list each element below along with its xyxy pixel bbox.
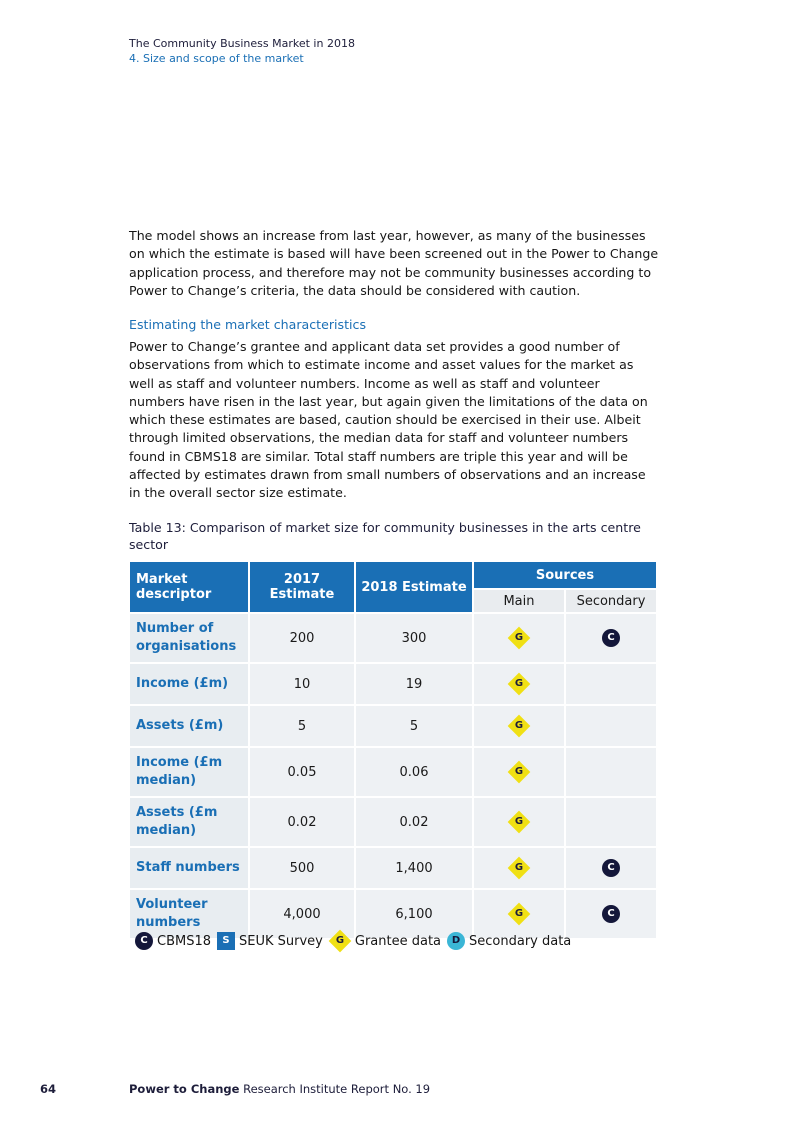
value-2018: 6,100 bbox=[356, 890, 472, 938]
grantee-diamond-icon: G bbox=[508, 811, 531, 834]
grantee-diamond-icon: G bbox=[508, 903, 531, 926]
table-row bbox=[130, 848, 656, 888]
main-source bbox=[474, 706, 564, 746]
grantee-diamond-icon: G bbox=[508, 673, 531, 696]
value-2018: 5 bbox=[356, 706, 472, 746]
main-source bbox=[474, 664, 564, 704]
market-size-table bbox=[128, 560, 658, 940]
legend-item-grantee bbox=[329, 933, 441, 949]
legend-label: Secondary data bbox=[469, 933, 572, 949]
source-legend bbox=[135, 932, 573, 950]
table-caption: Table 13: Comparison of market size for community businesses in the arts centre sector bbox=[129, 520, 641, 552]
page-number: 64 bbox=[40, 1082, 57, 1096]
table-row bbox=[130, 798, 656, 846]
legend-item-seuk bbox=[217, 932, 323, 950]
table-header-row bbox=[130, 562, 656, 588]
running-header bbox=[129, 36, 355, 66]
secondary-source bbox=[566, 748, 656, 796]
value-2017: 0.05 bbox=[250, 748, 354, 796]
row-label: Income (£m) bbox=[130, 664, 248, 704]
footer-brand bbox=[129, 1082, 430, 1096]
cbms18-circle-icon: C bbox=[602, 905, 620, 923]
main-source bbox=[474, 890, 564, 938]
table-row bbox=[130, 890, 656, 938]
secondary-source bbox=[566, 614, 656, 662]
value-2018: 19 bbox=[356, 664, 472, 704]
cbms18-circle-icon: C bbox=[135, 932, 153, 950]
value-2018: 0.02 bbox=[356, 798, 472, 846]
grantee-diamond-icon: G bbox=[508, 761, 531, 784]
legend-item-secondary bbox=[447, 932, 571, 950]
main-source bbox=[474, 748, 564, 796]
secondary-source bbox=[566, 890, 656, 938]
header-sources: Sources bbox=[474, 562, 656, 588]
value-2017: 5 bbox=[250, 706, 354, 746]
header-2017: 2017 Estimate bbox=[250, 562, 354, 612]
report-series: Research Institute Report No. 19 bbox=[239, 1082, 431, 1096]
secondary-source bbox=[566, 848, 656, 888]
row-label: Volunteer numbers bbox=[130, 890, 248, 938]
table-row bbox=[130, 748, 656, 796]
grantee-diamond-icon: G bbox=[329, 930, 352, 953]
chapter-subtitle: 4. Size and scope of the market bbox=[129, 52, 304, 65]
header-main: Main bbox=[474, 590, 564, 612]
grantee-diamond-icon: G bbox=[508, 715, 531, 738]
table-row bbox=[130, 664, 656, 704]
main-source bbox=[474, 798, 564, 846]
header-2018: 2018 Estimate bbox=[356, 562, 472, 612]
legend-item-cbms18 bbox=[135, 932, 211, 950]
row-label: Income (£m median) bbox=[130, 748, 248, 796]
grantee-diamond-icon: G bbox=[508, 857, 531, 880]
table-row bbox=[130, 614, 656, 662]
value-2018: 0.06 bbox=[356, 748, 472, 796]
value-2017: 500 bbox=[250, 848, 354, 888]
report-title: The Community Business Market in 2018 bbox=[129, 37, 355, 50]
secondary-source bbox=[566, 706, 656, 746]
secondary-source bbox=[566, 664, 656, 704]
cbms18-circle-icon: C bbox=[602, 629, 620, 647]
legend-label: SEUK Survey bbox=[239, 933, 323, 949]
value-2017: 200 bbox=[250, 614, 354, 662]
row-label: Number of organisations bbox=[130, 614, 248, 662]
value-2017: 10 bbox=[250, 664, 354, 704]
main-source bbox=[474, 614, 564, 662]
secondary-source bbox=[566, 798, 656, 846]
brand-name: Power to Change bbox=[129, 1082, 240, 1096]
main-source bbox=[474, 848, 564, 888]
body-paragraph: Power to Change’s grantee and applicant data set provides a good number of observations from which to estimate income and asset values for the market as well as staff and volunteer numbers. Income as well as staff and volunteer numbers have risen in the last year, but again given the limitations of the data on which these estimates are based, caution should be exercised in their use. Albeit through limited observations, the median data for staff and volunteer numbers found in CBMS18 are similar. Total staff numbers are triple this year and will be affected by estimates drawn from small numbers of observations and an increase in the overall sector size estimate. bbox=[129, 339, 648, 501]
value-2018: 1,400 bbox=[356, 848, 472, 888]
row-label: Assets (£m median) bbox=[130, 798, 248, 846]
legend-label: Grantee data bbox=[354, 933, 442, 949]
header-secondary: Secondary bbox=[566, 590, 656, 612]
seuk-square-icon: S bbox=[217, 932, 235, 950]
grantee-diamond-icon: G bbox=[508, 627, 531, 650]
value-2017: 4,000 bbox=[250, 890, 354, 938]
value-2017: 0.02 bbox=[250, 798, 354, 846]
section-heading: Estimating the market characteristics bbox=[129, 317, 367, 332]
secondary-circle-icon: D bbox=[447, 932, 465, 950]
intro-paragraph: The model shows an increase from last year, however, as many of the businesses on which the estimate is based will have been screened out in the Power to Change application process, and therefore may not be community businesses according to Power to Change’s criteria, the data should be considered with caution. bbox=[129, 228, 659, 298]
table-row bbox=[130, 706, 656, 746]
row-label: Assets (£m) bbox=[130, 706, 248, 746]
legend-label: CBMS18 bbox=[157, 933, 212, 949]
row-label: Staff numbers bbox=[130, 848, 248, 888]
cbms18-circle-icon: C bbox=[602, 859, 620, 877]
header-descriptor: Market descriptor bbox=[130, 562, 248, 612]
value-2018: 300 bbox=[356, 614, 472, 662]
